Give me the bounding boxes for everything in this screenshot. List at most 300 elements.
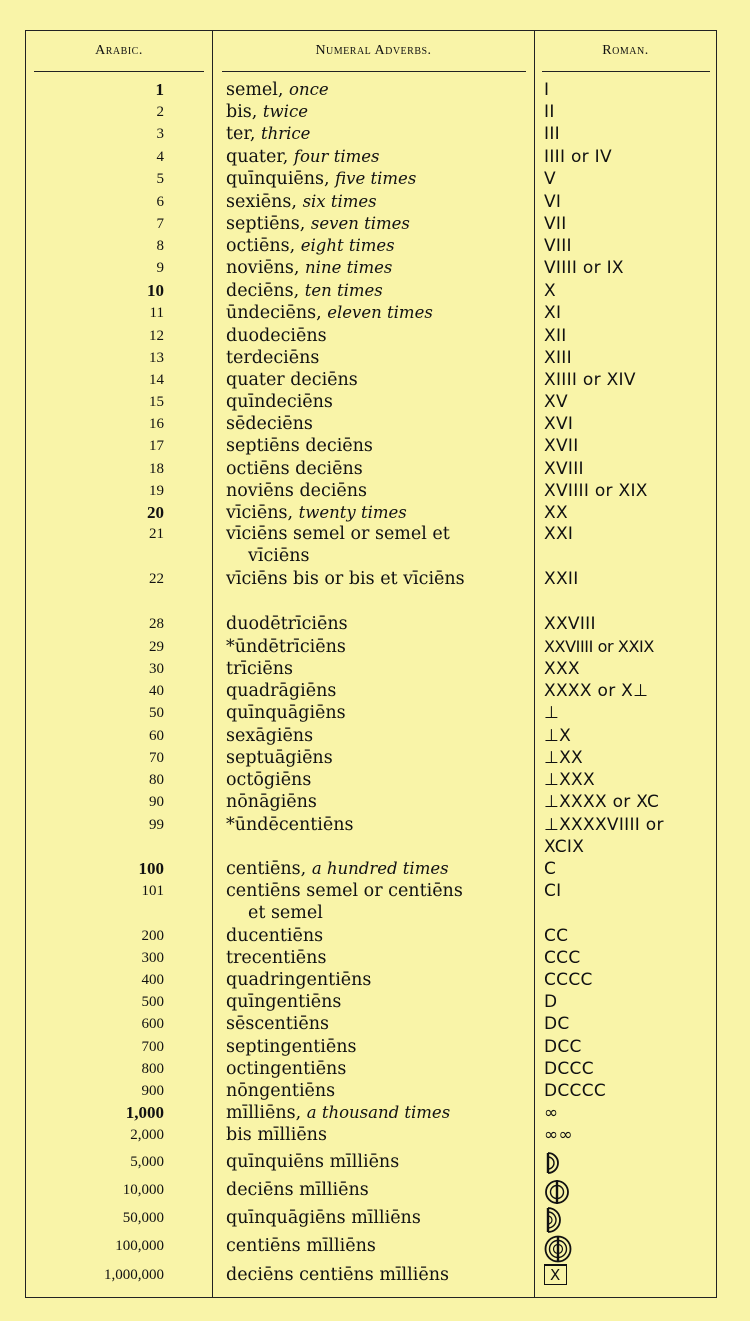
roman-numeral (544, 1179, 716, 1205)
english-gloss: seven times (310, 214, 410, 233)
latin-adverb: octiēns, (226, 236, 296, 256)
roman-numeral (544, 257, 716, 279)
roman-numeral (544, 814, 716, 858)
roman-numeral (544, 1080, 716, 1102)
numeral-adverb (226, 636, 531, 658)
numeral-adverb (226, 1080, 531, 1102)
roman-text: VIIII or IX (544, 258, 624, 278)
latin-adverb: septiēns deciēns (226, 436, 373, 456)
roman-text: XI (544, 303, 562, 323)
latin-adverb: quīnquāgiēns (226, 703, 346, 723)
roman-text: I (544, 80, 550, 100)
numeral-adverb (226, 369, 531, 391)
latin-adverb: octōgiēns (226, 770, 312, 790)
roman-text: VI (544, 192, 562, 212)
roman-numeral (544, 280, 716, 302)
english-gloss: twenty times (298, 503, 407, 522)
latin-adverb: quīnquiēns mīlliēns (226, 1152, 400, 1172)
latin-adverb: quīnquiēns, (226, 169, 330, 189)
roman-text: XVI (544, 414, 574, 434)
table-row (26, 213, 718, 235)
table-row (26, 101, 718, 123)
roman-numeral (544, 413, 716, 435)
numeral-adverb (226, 302, 531, 324)
numeral-adverb (226, 123, 531, 145)
arabic-value: 22 (149, 571, 164, 587)
latin-adverb: terdeciēns (226, 348, 320, 368)
latin-adverb: sēdeciēns (226, 414, 313, 434)
table-row (26, 1013, 718, 1035)
table-row (26, 347, 718, 369)
latin-adverb: duodētrīciēns (226, 614, 348, 634)
table-row (26, 1080, 718, 1102)
numeral-adverb (226, 725, 531, 747)
english-gloss: thrice (260, 124, 311, 143)
fifty-thousand-symbol (544, 1210, 566, 1230)
latin-adverb: quater, (226, 147, 289, 167)
roman-text: ⊥XX (544, 748, 584, 768)
english-gloss: six times (302, 192, 377, 211)
latin-adverb: deciēns centiēns mīlliēns (226, 1265, 449, 1285)
table-row (26, 880, 718, 923)
table-row (26, 1151, 718, 1173)
latin-adverb: nōngentiēns (226, 1081, 336, 1101)
table-row (26, 1124, 718, 1146)
arabic-value: 16 (149, 416, 164, 432)
header-arabic: Arabic. (95, 43, 143, 58)
roman-numeral (544, 1264, 716, 1286)
english-gloss: a hundred times (311, 859, 449, 878)
latin-adverb: trīciēns (226, 659, 294, 679)
latin-adverb: quadrāgiēns (226, 681, 337, 701)
roman-numeral (544, 880, 716, 902)
table-row (26, 814, 718, 857)
roman-text: ∞∞ (544, 1125, 573, 1145)
numeral-adverb (226, 1235, 531, 1257)
numeral-adverb (226, 814, 531, 836)
numeral-adverb (226, 391, 531, 413)
roman-numeral (544, 1036, 716, 1058)
header-rule (222, 71, 526, 72)
roman-text: XIII (544, 348, 572, 368)
roman-numeral (544, 1207, 716, 1233)
arabic-value: 29 (149, 639, 164, 655)
table-row (26, 1264, 718, 1286)
arabic-value: 1 (155, 80, 164, 99)
roman-text: XVIII (544, 459, 584, 479)
arabic-value: 800 (141, 1061, 164, 1077)
numeral-adverb (226, 458, 531, 480)
numeral-adverb (226, 325, 531, 347)
numeral-adverb (226, 791, 531, 813)
table-row (26, 858, 718, 880)
roman-text: III (544, 124, 560, 144)
latin-adverb: vīciēns bis or bis et vīciēns (226, 569, 465, 589)
million-box-letter: X (550, 1266, 561, 1284)
arabic-value: 99 (149, 817, 164, 833)
roman-text: VII (544, 214, 567, 234)
roman-numeral (544, 123, 716, 145)
arabic-value: 28 (149, 616, 164, 632)
roman-numeral (544, 747, 716, 769)
latin-adverb: ducentiēns (226, 926, 324, 946)
latin-adverb: sexiēns, (226, 192, 297, 212)
roman-numeral (544, 369, 716, 391)
arabic-value: 10 (147, 281, 164, 300)
arabic-value: 1,000 (125, 1103, 164, 1122)
roman-numeral (544, 523, 716, 545)
table-row (26, 413, 718, 435)
roman-numeral (544, 101, 716, 123)
header-roman: Roman. (602, 43, 649, 58)
table-row (26, 613, 718, 635)
roman-numeral (544, 791, 716, 813)
roman-text: XXVIIII or XXIX (544, 637, 654, 656)
latin-adverb: *ūndētrīciēns (226, 637, 346, 657)
roman-text: XX (544, 503, 568, 523)
table-row (26, 680, 718, 702)
numeral-adverb (226, 213, 531, 235)
table-row (26, 1058, 718, 1080)
latin-adverb: sēscentiēns (226, 1014, 329, 1034)
roman-numeral (544, 947, 716, 969)
roman-text: XXI (544, 524, 574, 544)
latin-adverb: bis, (226, 102, 258, 122)
numeral-adverb (226, 191, 531, 213)
numeral-adverb (226, 702, 531, 724)
arabic-value: 18 (149, 461, 164, 477)
table-row (26, 1207, 718, 1229)
roman-numeral (544, 636, 716, 658)
roman-numeral (544, 435, 716, 457)
latin-adverb: ūndeciēns, (226, 303, 322, 323)
roman-numeral (544, 191, 716, 213)
roman-numeral (544, 1235, 716, 1263)
roman-text: D (544, 992, 558, 1012)
roman-text: ⊥XXXXVIIII or (544, 815, 664, 835)
roman-text: XIIII or XIV (544, 370, 636, 390)
roman-text: CC (544, 926, 569, 946)
roman-numeral (544, 302, 716, 324)
table-row (26, 1036, 718, 1058)
arabic-value: 4 (156, 149, 164, 165)
english-gloss: twice (262, 102, 308, 121)
numeral-adverb (226, 1058, 531, 1080)
latin-adverb: quīndeciēns (226, 392, 333, 412)
roman-text: C (544, 859, 557, 879)
arabic-value: 11 (149, 305, 164, 321)
roman-text: CI (544, 881, 562, 901)
latin-adverb: bis mīlliēns (226, 1125, 327, 1145)
table-row (26, 969, 718, 991)
numeral-adverb (226, 1179, 531, 1201)
arabic-value: 5,000 (130, 1154, 164, 1170)
table-row (26, 325, 718, 347)
numeral-adverb (226, 413, 531, 435)
arabic-value: 40 (149, 683, 164, 699)
table-row (26, 79, 718, 101)
roman-text: DCCC (544, 1059, 594, 1079)
numeral-adverb (226, 347, 531, 369)
roman-numeral (544, 769, 716, 791)
roman-text: XXX (544, 659, 580, 679)
roman-text: VIII (544, 236, 572, 256)
arabic-value: 50,000 (122, 1210, 164, 1226)
table-row (26, 925, 718, 947)
roman-text: ∞ (544, 1103, 559, 1123)
latin-adverb: septuāgiēns (226, 748, 333, 768)
arabic-value: 1,000,000 (104, 1267, 164, 1283)
numeral-adverb (226, 235, 531, 257)
roman-text: ⊥X (544, 726, 572, 746)
roman-numeral (544, 969, 716, 991)
roman-text: XVII (544, 436, 579, 456)
roman-text: ⊥XXXX or XC (544, 792, 660, 812)
table-row (26, 769, 718, 791)
arabic-value: 90 (149, 794, 164, 810)
arabic-value: 300 (141, 950, 164, 966)
arabic-value: 21 (149, 526, 164, 542)
roman-text: DCCCC (544, 1081, 607, 1101)
latin-adverb: ter, (226, 124, 256, 144)
table-row (26, 658, 718, 680)
table-row (26, 435, 718, 457)
arabic-value: 600 (141, 1016, 164, 1032)
table-row (26, 502, 718, 524)
latin-adverb: sexāgiēns (226, 726, 314, 746)
roman-numeral (544, 613, 716, 635)
numeral-adverb (226, 747, 531, 769)
roman-text: XII (544, 326, 567, 346)
arabic-value: 3 (156, 126, 164, 142)
arabic-value: 20 (147, 503, 164, 522)
roman-text: XXXX or X⊥ (544, 681, 649, 701)
arabic-value: 19 (149, 483, 164, 499)
roman-numeral (544, 1124, 716, 1146)
arabic-value: 6 (156, 194, 164, 210)
arabic-value: 13 (149, 350, 164, 366)
million-box-symbol (544, 1264, 567, 1285)
header-rule (34, 71, 204, 72)
latin-adverb: noviēns deciēns (226, 481, 368, 501)
numeral-adverb (226, 1013, 531, 1035)
roman-text: DCC (544, 1037, 582, 1057)
numeral-table (25, 30, 717, 1298)
numeral-adverb (226, 1207, 531, 1229)
arabic-value: 9 (156, 260, 164, 276)
latin-adverb: nōnāgiēns (226, 792, 317, 812)
hundred-thousand-symbol (544, 1239, 572, 1259)
arabic-value: 50 (149, 705, 164, 721)
table-row (26, 947, 718, 969)
roman-numeral (544, 925, 716, 947)
arabic-value: 2 (156, 104, 164, 120)
table-row (26, 636, 718, 658)
latin-adverb: septingentiēns (226, 1037, 357, 1057)
roman-numeral (544, 858, 716, 880)
latin-adverb: octingentiēns (226, 1059, 347, 1079)
roman-numeral (544, 702, 716, 724)
latin-adverb: centiēns mīlliēns (226, 1236, 376, 1256)
arabic-value: 15 (149, 394, 164, 410)
table-row (26, 146, 718, 168)
roman-text: CCCC (544, 970, 593, 990)
numeral-adverb (226, 991, 531, 1013)
numeral-adverb (226, 613, 531, 635)
roman-numeral (544, 391, 716, 413)
roman-numeral (544, 325, 716, 347)
arabic-value: 8 (156, 238, 164, 254)
arabic-value: 500 (141, 994, 164, 1010)
numeral-adverb (226, 1124, 531, 1146)
arabic-value: 700 (141, 1039, 164, 1055)
latin-adverb: quīngentiēns (226, 992, 342, 1012)
arabic-value: 17 (149, 438, 164, 454)
numeral-adverb (226, 1264, 531, 1286)
numeral-adverb (226, 523, 531, 567)
table-row (26, 458, 718, 480)
latin-adverb: septiēns, (226, 214, 306, 234)
roman-text: CCC (544, 948, 581, 968)
roman-text: DC (544, 1014, 570, 1034)
roman-numeral (544, 725, 716, 747)
numeral-adverb (226, 502, 531, 524)
roman-numeral (544, 1102, 716, 1124)
latin-adverb-continuation: vīciēns (248, 546, 310, 566)
roman-text: XV (544, 392, 568, 412)
roman-text: ⊥XXX (544, 770, 595, 790)
roman-text: XVIIII or XIX (544, 481, 648, 501)
latin-adverb: vīciēns semel or semel et (226, 524, 450, 544)
numeral-adverb (226, 947, 531, 969)
roman-numeral (544, 1013, 716, 1035)
arabic-value: 10,000 (122, 1182, 164, 1198)
arabic-value: 30 (149, 661, 164, 677)
roman-numeral (544, 458, 716, 480)
arabic-value: 80 (149, 772, 164, 788)
roman-numeral (544, 480, 716, 502)
roman-numeral (544, 168, 716, 190)
table-row (26, 568, 718, 590)
latin-adverb: trecentiēns (226, 948, 327, 968)
roman-numeral (544, 680, 716, 702)
latin-adverb: duodeciēns (226, 326, 327, 346)
numeral-adverb (226, 257, 531, 279)
roman-text-continuation: XCIX (544, 837, 585, 857)
arabic-value: 101 (141, 883, 164, 899)
table-row (26, 235, 718, 257)
roman-numeral (544, 1151, 716, 1175)
latin-adverb: deciēns mīlliēns (226, 1180, 369, 1200)
header-rule (542, 71, 710, 72)
numeral-adverb (226, 858, 531, 880)
roman-numeral (544, 213, 716, 235)
ten-thousand-symbol (544, 1182, 570, 1202)
header-numeral-adverbs: Numeral Adverbs. (315, 43, 432, 58)
latin-adverb: deciēns, (226, 281, 300, 301)
numeral-adverb (226, 969, 531, 991)
latin-adverb-continuation: et semel (248, 903, 323, 923)
table-row (26, 123, 718, 145)
table-row (26, 991, 718, 1013)
english-gloss: five times (335, 169, 417, 188)
arabic-value: 2,000 (130, 1127, 164, 1143)
latin-adverb: noviēns, (226, 258, 300, 278)
latin-adverb: octiēns deciēns (226, 459, 363, 479)
table-row (26, 302, 718, 324)
roman-numeral (544, 658, 716, 680)
numeral-adverb (226, 925, 531, 947)
numeral-adverb (226, 280, 531, 302)
numeral-adverb (226, 769, 531, 791)
numeral-adverb (226, 880, 531, 924)
table-row (26, 168, 718, 190)
arabic-value: 14 (149, 372, 164, 388)
numeral-adverb (226, 658, 531, 680)
roman-numeral (544, 347, 716, 369)
numeral-adverb (226, 568, 531, 590)
numeral-adverb (226, 1102, 531, 1124)
latin-adverb: *ūndēcentiēns (226, 815, 354, 835)
roman-numeral (544, 991, 716, 1013)
arabic-value: 900 (141, 1083, 164, 1099)
numeral-adverb (226, 1036, 531, 1058)
roman-text: II (544, 102, 555, 122)
table-row (26, 369, 718, 391)
table-row (26, 702, 718, 724)
arabic-value: 200 (141, 928, 164, 944)
latin-adverb: centiēns, (226, 859, 307, 879)
english-gloss: a thousand times (306, 1103, 451, 1122)
table-row (26, 791, 718, 813)
table-row (26, 1235, 718, 1257)
english-gloss: eleven times (327, 303, 433, 322)
latin-adverb: vīciēns, (226, 503, 294, 523)
roman-numeral (544, 79, 716, 101)
table-row (26, 523, 718, 566)
five-thousand-symbol (544, 1153, 564, 1173)
english-gloss: eight times (300, 236, 395, 255)
roman-numeral (544, 235, 716, 257)
roman-text: X (544, 281, 556, 301)
table-row (26, 280, 718, 302)
table-row (26, 191, 718, 213)
roman-numeral (544, 146, 716, 168)
table-row (26, 480, 718, 502)
arabic-value: 12 (149, 328, 164, 344)
latin-adverb: mīlliēns, (226, 1103, 302, 1123)
arabic-value: 60 (149, 728, 164, 744)
roman-text: V (544, 169, 556, 189)
roman-text: XXVIII (544, 614, 596, 634)
roman-text: XXII (544, 569, 579, 589)
numeral-adverb (226, 1151, 531, 1173)
numeral-adverb (226, 680, 531, 702)
table-row (26, 725, 718, 747)
latin-adverb: quīnquāgiēns mīlliēns (226, 1208, 421, 1228)
latin-adverb: quadringentiēns (226, 970, 372, 990)
arabic-value: 70 (149, 750, 164, 766)
numeral-adverb (226, 79, 531, 101)
numeral-adverb (226, 101, 531, 123)
arabic-value: 5 (156, 171, 164, 187)
numeral-adverb (226, 480, 531, 502)
english-gloss: ten times (304, 281, 383, 300)
table-row (26, 1102, 718, 1124)
roman-text: ⊥ (544, 703, 560, 723)
arabic-value: 100 (138, 859, 164, 878)
numeral-adverb (226, 435, 531, 457)
